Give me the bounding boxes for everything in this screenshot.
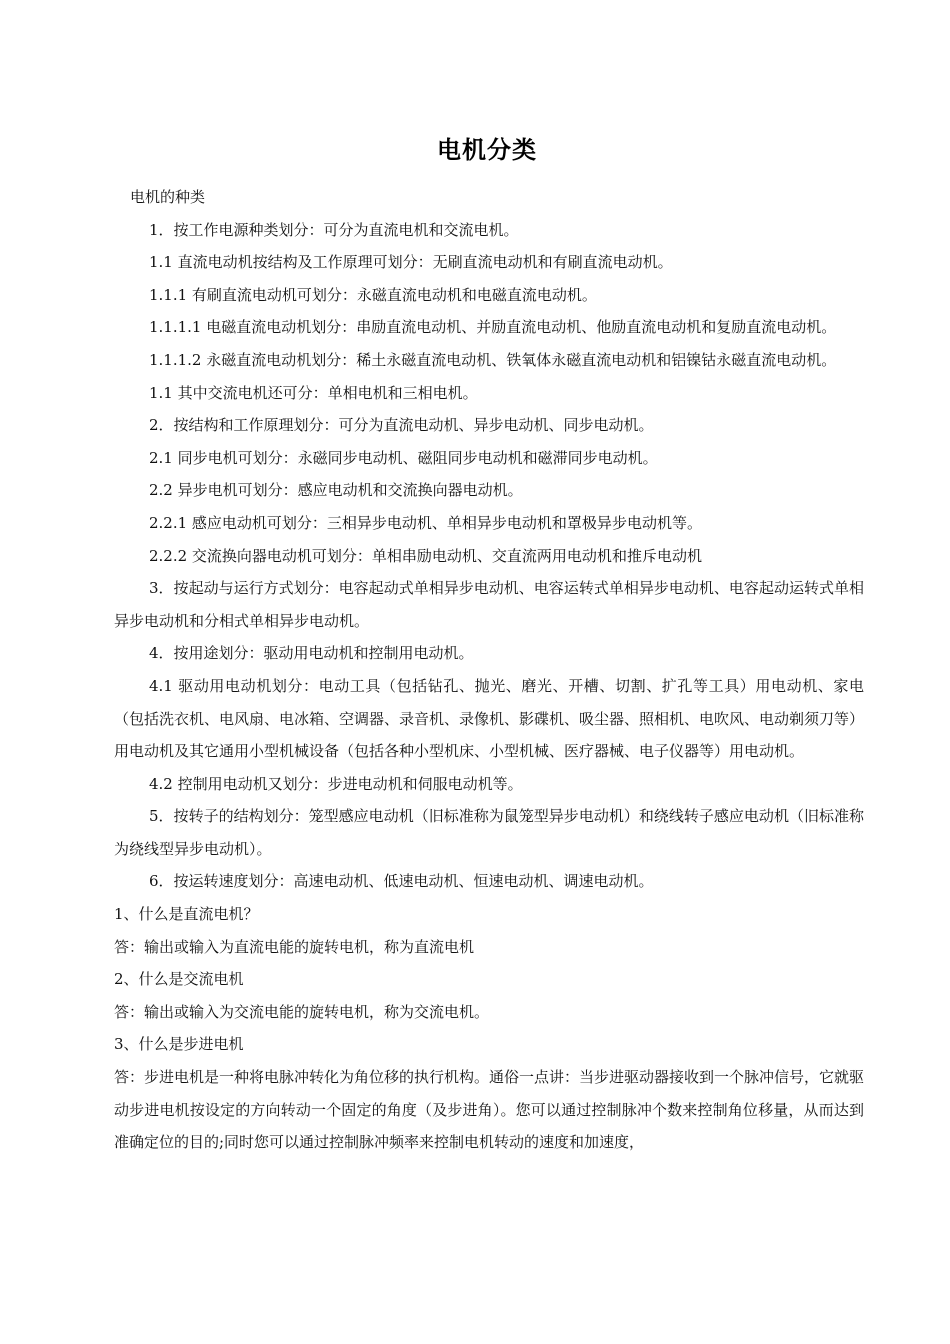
paragraph: 1.1.1.2 永磁直流电动机划分：稀土永磁直流电动机、铁氧体永磁直流电动机和铝镍钴永磁直流电动机。: [149, 350, 837, 369]
paragraph: 1.1.1 有刷直流电动机可划分：永磁直流电动机和电磁直流电动机。: [149, 285, 597, 304]
paragraph: 答：输出或输入为直流电能的旋转电机，称为直流电机: [114, 937, 475, 956]
paragraph: 4.2 控制用电动机又划分：步进电动机和伺服电动机等。: [149, 774, 523, 793]
paragraph: 1、什么是直流电机？: [114, 905, 259, 924]
paragraph: 2．按结构和工作原理划分：可分为直流电动机、异步电动机、同步电动机。: [149, 416, 654, 435]
paragraph: 电机的种类: [130, 188, 206, 206]
paragraph: 1．按工作电源种类划分：可分为直流电机和交流电机。: [149, 220, 519, 239]
paragraph: 答：步进电机是一种将电脉冲转化为角位移的执行机构。通俗一点讲：当步进驱动器接收到一个脉冲信号，它就驱动步进电机按设定的方向转动一个固定的角度（及步进角）。您可以通过控制脉冲个数来控制角位移量，从而达到准确定位的目的;同时您可以通过控制脉冲频率来控制电机转动的速度和加速度，: [114, 1068, 865, 1152]
paragraph: 3、什么是步进电机: [114, 1035, 244, 1054]
paragraph: 2.1 同步电机可划分：永磁同步电动机、磁阻同步电动机和磁滞同步电动机。: [149, 448, 658, 467]
document-body: [114, 181, 864, 1159]
paragraph: 答：输出或输入为交流电能的旋转电机，称为交流电机。: [114, 1002, 490, 1021]
paragraph: 1.1 其中交流电机还可分：单相电机和三相电机。: [149, 383, 478, 402]
paragraph: 3．按起动与运行方式划分：电容起动式单相异步电动机、电容运转式单相异步电动机、电容起动运转式单相异步电动机和分相式单相异步电动机。: [114, 579, 864, 630]
paragraph: 1.1.1.1 电磁直流电动机划分：串励直流电动机、并励直流电动机、他励直流电动机和复励直流电动机。: [149, 318, 837, 337]
paragraph: 2、什么是交流电机: [114, 970, 244, 989]
paragraph: 2.2.2 交流换向器电动机可划分：单相串励电动机、交直流两用电动机和推斥电动机: [149, 546, 702, 565]
paragraph: 4．按用途划分：驱动用电动机和控制用电动机。: [149, 644, 474, 663]
paragraph: 2.2 异步电机可划分：感应电动机和交流换向器电动机。: [149, 481, 523, 500]
paragraph: 2.2.1 感应电动机可划分：三相异步电动机、单相异步电动机和罩极异步电动机等。: [149, 513, 702, 532]
paragraph: 4.1 驱动用电动机划分：电动工具（包括钻孔、抛光、磨光、开槽、切割、扩孔等工具）用电动机、家电（包括洗衣机、电风扇、电冰箱、空调器、录音机、录像机、影碟机、吸尘器、照相机、电吹风、电动剃须刀等）用电动机及其它通用小型机械设备（包括各种小型机床、小型机械、医疗器械、电子仪器等）用电动机。: [114, 676, 865, 761]
page-title: 电机分类: [437, 136, 537, 164]
paragraph: 6．按运转速度划分：高速电动机、低速电动机、恒速电动机、调速电动机。: [149, 872, 654, 891]
paragraph: 1.1 直流电动机按结构及工作原理可划分：无刷直流电动机和有刷直流电动机。: [149, 253, 673, 272]
paragraph: 5．按转子的结构划分：笼型感应电动机（旧标准称为鼠笼型异步电动机）和绕线转子感应电动机（旧标准称为绕线型异步电动机）。: [114, 807, 864, 858]
